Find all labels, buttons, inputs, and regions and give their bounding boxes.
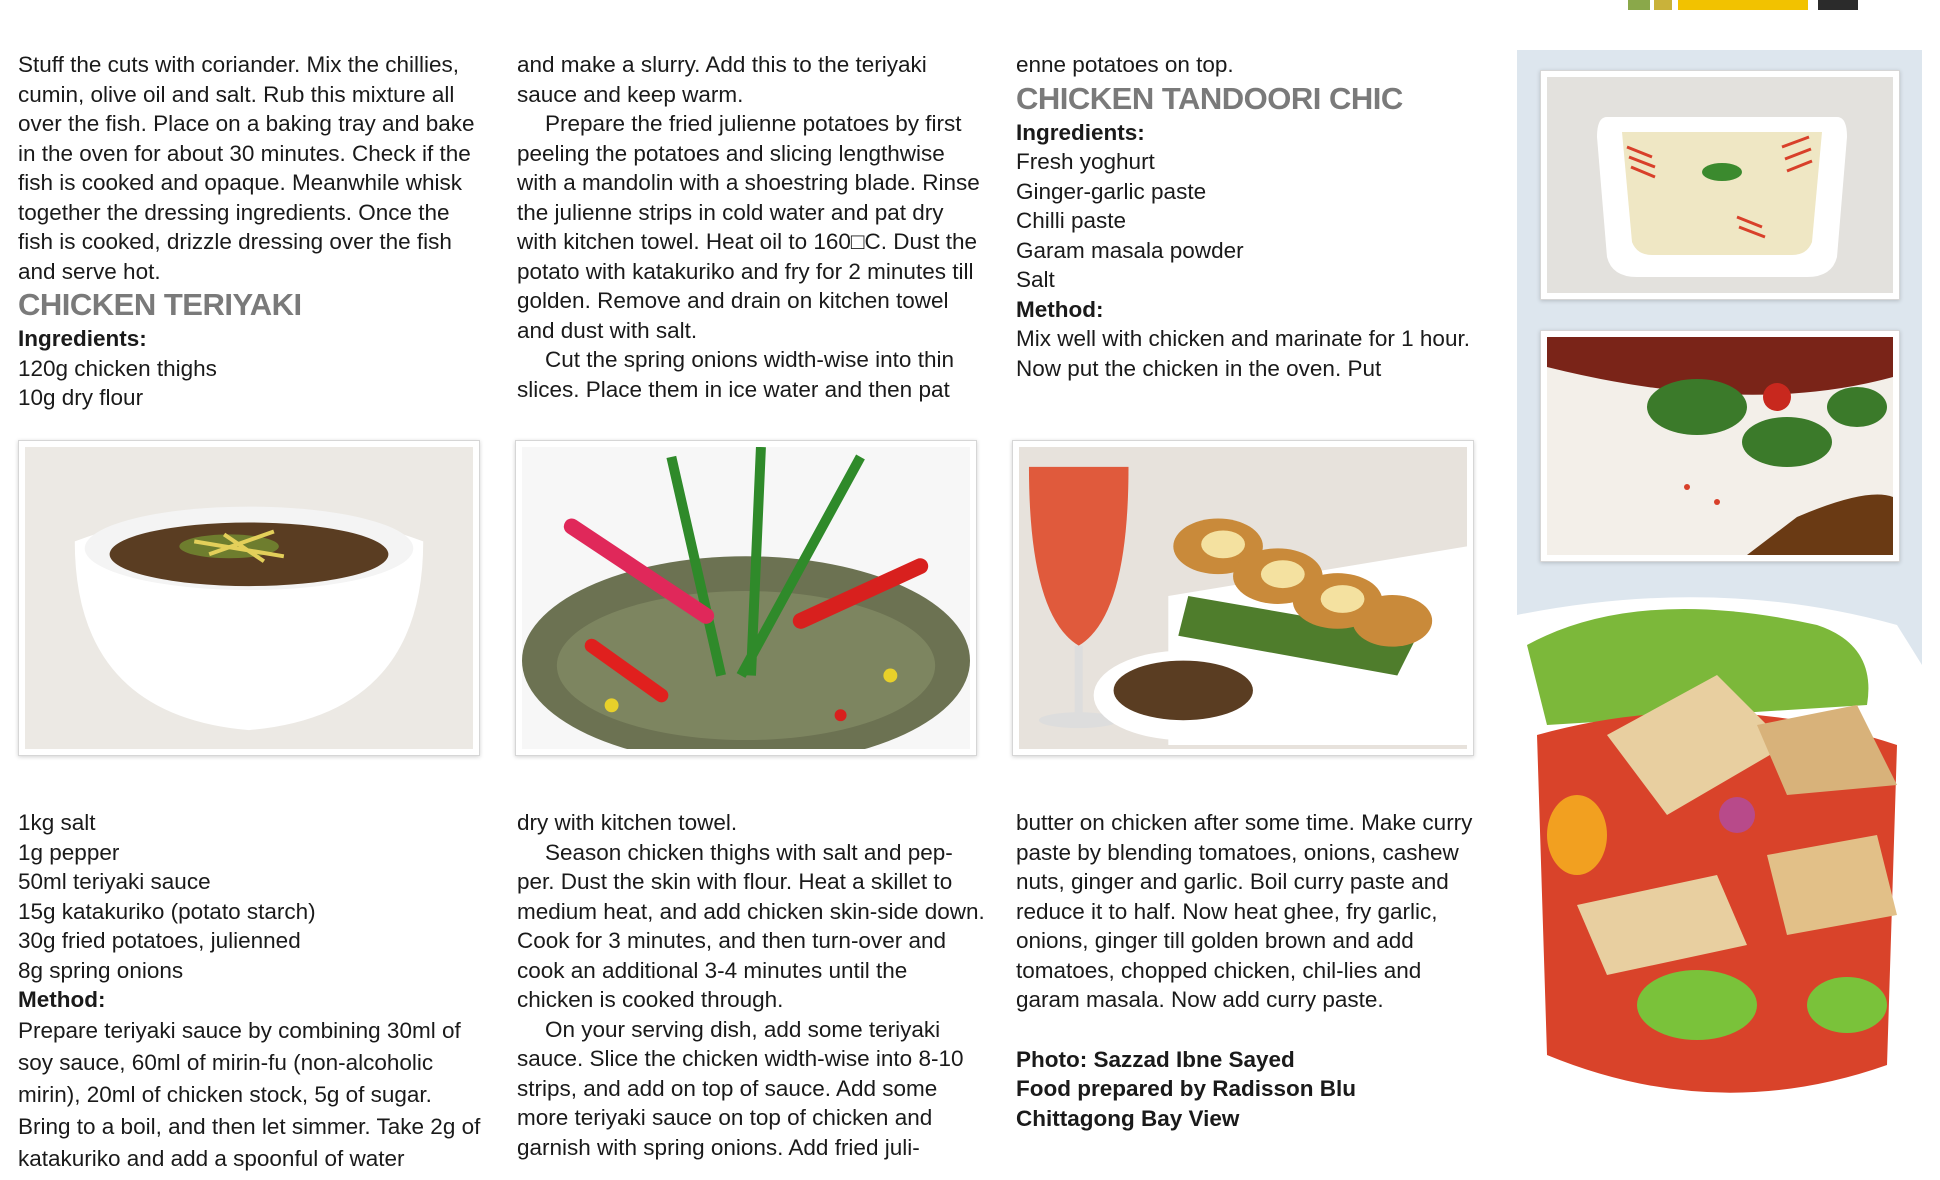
ingredient-item: 50ml teriyaki sauce: [18, 869, 211, 894]
photo-fattoush-salad: [1517, 585, 1922, 1168]
method-text: Mix well with chicken and marinate for 1 hour. Now put the chicken in the oven. Put: [1016, 326, 1470, 381]
photo-green-dish: [515, 440, 977, 756]
ingredients-label: Ingredients:: [1016, 119, 1145, 145]
ingredient-item: Chilli paste: [1016, 208, 1127, 233]
ingredient-item: 10g dry flour: [18, 385, 144, 410]
ingredient-item: Salt: [1016, 267, 1055, 292]
paragraph: and make a slurry. Add this to the teriyaki sauce and keep warm.: [517, 52, 927, 107]
ingredient-item: 1kg salt: [18, 810, 96, 835]
ingredient-item: 8g spring onions: [18, 957, 184, 983]
column-1-top: [18, 50, 483, 413]
recipe-heading-tandoori: CHICKEN TANDOORI CHIC: [1016, 80, 1403, 116]
fish-method-text: Stuff the cuts with coriander. Mix the chillies, cumin, olive oil and salt. Rub this mixture all over the fish. Place on a baking tray and bake in the oven for about 30 minutes. Check if the fish is cooked and opaque. Meanwhile whisk together the dressing ingredients. Once the fish is cooked, drizzle dressing over the fish and serve hot.: [18, 52, 475, 284]
paragraph: enne potatoes on top.: [1016, 52, 1234, 77]
column-1-bottom: [18, 808, 483, 1175]
venue-credit: Chittagong Bay View: [1016, 1105, 1240, 1131]
method-label: Method:: [18, 987, 106, 1012]
column-2-top: [517, 50, 987, 404]
paragraph: butter on chicken after some time. Make curry paste by blending tomatoes, onions, cashew nuts, ginger and garlic. Boil curry paste and reduce it to half. Now heat ghee, fry garlic, onions, ginger till golden brown and add tomatoes, chopped chicken, chil-lies and garam masala. Now add curry paste.: [1016, 810, 1473, 1012]
photo-curry-bowl: [18, 440, 480, 756]
paragraph: On your serving dish, add some teriyaki sauce. Slice the chicken width-wise into 8-10 strips, and add on top of sauce. Add some more teriyaki sauce on top of chicken and garnish with spring onions. Add fried juli-: [517, 1016, 964, 1160]
food-credit: Food prepared by Radisson Blu: [1016, 1076, 1357, 1101]
photo-credit: Photo: Sazzad Ibne Sayed: [1016, 1046, 1295, 1072]
ingredient-item: Ginger-garlic paste: [1016, 178, 1207, 204]
column-2-bottom: [517, 808, 987, 1162]
paragraph: Prepare the fried julienne potatoes by first peeling the potatoes and slicing lengthwise with a mandolin with a shoestring blade. Rinse the julienne strips in cold water and pat dry with kitchen towel. Heat oil to 160□C. Dust the potato with katakuriko and fry for 2 minutes till golden. Remove and drain on kitchen towel and dust with salt.: [517, 111, 980, 343]
method-text: Prepare teriyaki sauce by combining 30ml of soy sauce, 60ml of mirin-fu (non-alcoholic mirin), 20ml of chicken stock, 5g of sugar. Bring to a boil, and then let simmer. Take 2g of katakuriko and add a spoonful of water: [18, 1017, 481, 1171]
ingredient-item: 120g chicken thighs: [18, 355, 217, 381]
masthead-logo-fragment: [1628, 0, 1888, 10]
ingredients-label: Ingredients:: [18, 326, 147, 351]
ingredient-item: 15g katakuriko (potato starch): [18, 898, 316, 924]
recipe-heading-teriyaki: CHICKEN TERIYAKI: [18, 287, 302, 322]
paragraph: Cut the spring onions width-wise into thin slices. Place them in ice water and then pat: [517, 347, 954, 402]
paragraph: Season chicken thighs with salt and pep-per. Dust the skin with flour. Heat a skillet to medium heat, and add chicken skin-side down. Cook for 3 minutes, and then turn-over and cook an additional 3-4 minutes until the chicken is cooked through.: [517, 839, 985, 1012]
method-label: Method:: [1016, 296, 1104, 322]
photo-hummus: [1540, 70, 1900, 300]
photo-yoghurt-dip: [1540, 330, 1900, 562]
column-3-bottom: [1016, 808, 1486, 1133]
ingredient-item: Garam masala powder: [1016, 237, 1244, 263]
column-3-top: [1016, 50, 1486, 383]
photo-drink-and-eggs: [1012, 440, 1474, 756]
ingredient-item: 1g pepper: [18, 839, 120, 865]
ingredient-item: Fresh yoghurt: [1016, 149, 1155, 174]
paragraph: dry with kitchen towel.: [517, 810, 738, 835]
ingredient-item: 30g fried potatoes, julienned: [18, 928, 301, 953]
